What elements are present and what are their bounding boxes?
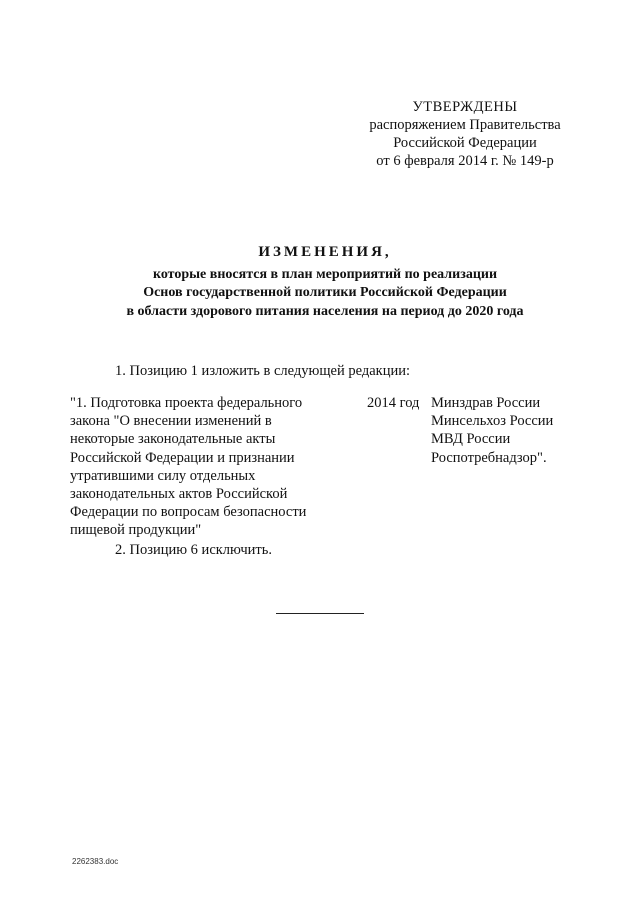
approval-line-1: распоряжением Правительства (369, 117, 561, 133)
executor: Минздрав России (431, 395, 541, 411)
item-line: законодательных актов Российской (70, 486, 288, 503)
executor: Роспотребнадзор". (431, 449, 547, 466)
approval-line-2: Российской Федерации (393, 135, 537, 151)
title-line-1: которые вносятся в план мероприятий по реализации (152, 266, 498, 282)
approval-block (340, 98, 590, 170)
item-line: утратившими силу отдельных (70, 467, 256, 484)
approval-line-3: от 6 февраля 2014 г. № 149-р (376, 153, 554, 169)
document-title (60, 243, 590, 321)
paragraph-1: 1. Позицию 1 изложить в следующей редакции: (115, 363, 411, 379)
title-main: ИЗМЕНЕНИЯ, (258, 244, 392, 260)
position-year: 2014 год (367, 395, 420, 411)
position-item-text (70, 394, 340, 540)
executor: Минсельхоз России (431, 413, 554, 430)
executor: МВД России (431, 431, 511, 448)
item-line: некоторые законодательные акты (70, 431, 276, 448)
item-line: Федерации по вопросам безопасности (70, 504, 307, 521)
item-line: пищевой продукции" (70, 522, 202, 539)
position-executors (431, 394, 553, 467)
title-line-2: Основ государственной политики Российской Федерации (143, 285, 507, 300)
item-line: Российской Федерации и признании (70, 449, 295, 466)
file-reference: 2262383.doc (72, 857, 119, 866)
paragraph-2: 2. Позицию 6 исключить. (115, 542, 272, 558)
approval-heading: УТВЕРЖДЕНЫ (412, 99, 518, 115)
item-line: "1. Подготовка проекта федерального (70, 395, 303, 411)
item-line: закона "О внесении изменений в (70, 413, 272, 430)
end-divider (276, 613, 364, 614)
title-line-3: в области здорового питания населения на период до 2020 года (126, 303, 524, 319)
